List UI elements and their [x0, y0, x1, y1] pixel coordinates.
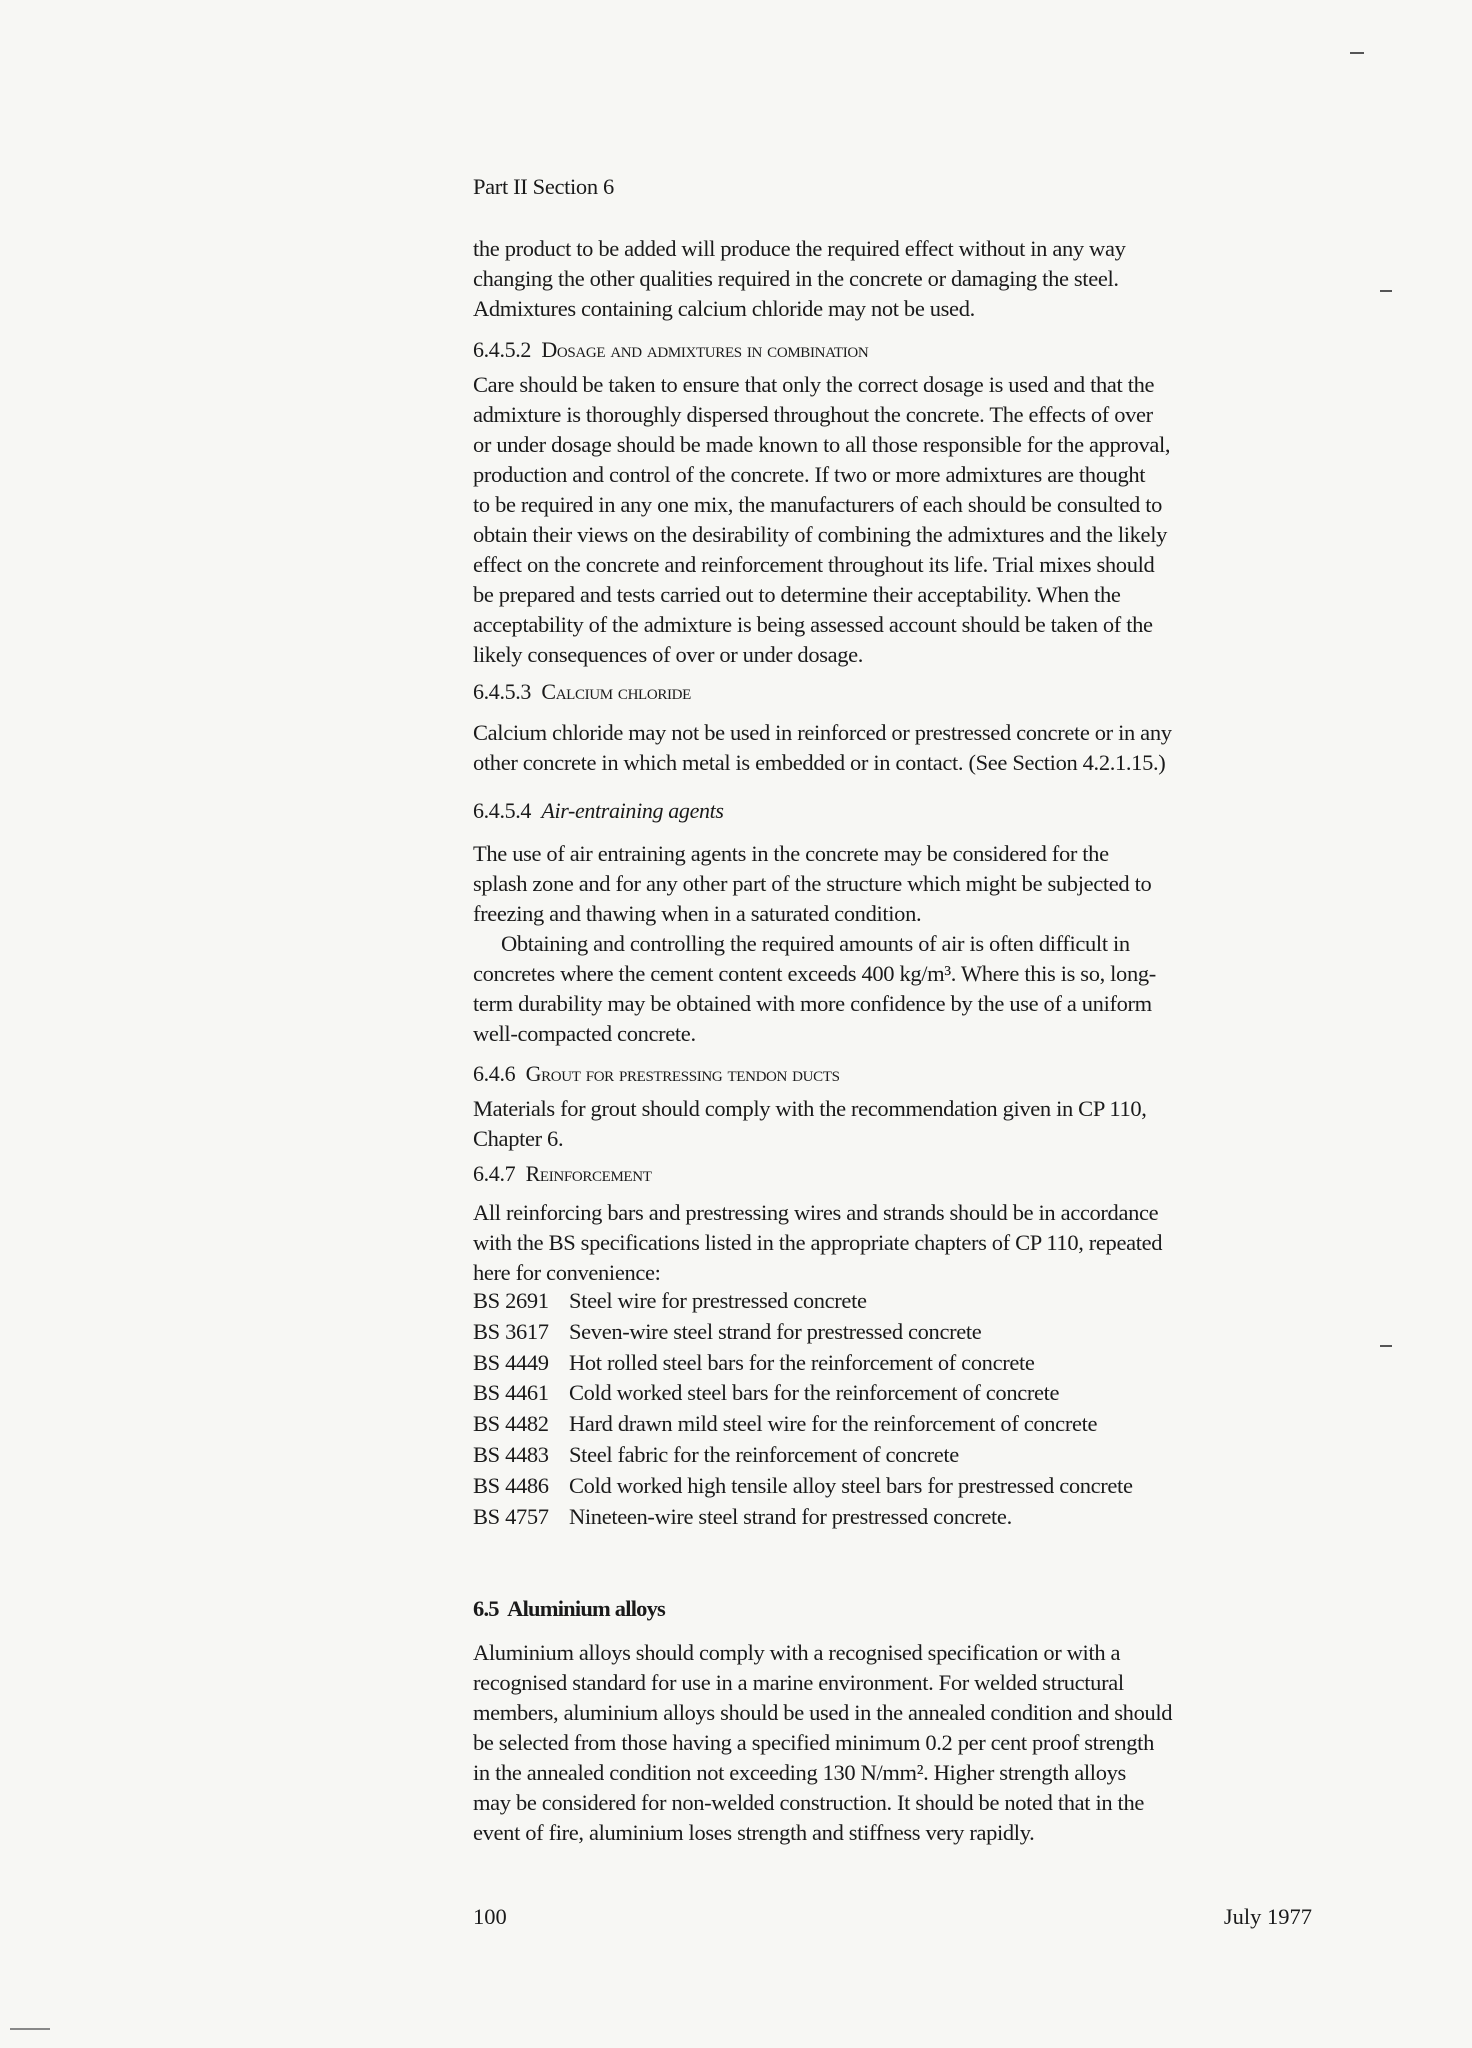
- paragraph-6-4-5-4b: [473, 929, 1333, 1049]
- bs-description: Nineteen-wire steel strand for prestressed concrete.: [569, 1503, 1012, 1529]
- text-line: Admixtures containing calcium chloride may not be used.: [473, 296, 975, 321]
- bs-code: BS 4486: [473, 1472, 549, 1498]
- text-line: The use of air entraining agents in the concrete may be considered for the: [473, 841, 1109, 866]
- text-line: All reinforcing bars and prestressing wires and strands should be in accordance: [473, 1200, 1159, 1225]
- text-line: Obtaining and controlling the required amounts of air is often difficult in: [501, 931, 1130, 956]
- text-line: Materials for grout should comply with the recommendation given in CP 110,: [473, 1096, 1147, 1121]
- bs-code: BS 4449: [473, 1349, 549, 1375]
- text-line: in the annealed condition not exceeding 130 N/mm². Higher strength alloys: [473, 1760, 1126, 1785]
- text-line: to be required in any one mix, the manufacturers of each should be consulted to: [473, 492, 1162, 517]
- bs-description: Seven-wire steel strand for prestressed concrete: [569, 1318, 982, 1344]
- paragraph-6-5: [473, 1638, 1333, 1848]
- text-line: Chapter 6.: [473, 1126, 564, 1151]
- text-line: likely consequences of over or under dosage.: [473, 642, 864, 667]
- bs-description: Cold worked steel bars for the reinforcement of concrete: [569, 1380, 1060, 1406]
- bs-description: Steel wire for prestressed concrete: [569, 1288, 867, 1313]
- bs-list-item: [473, 1286, 1333, 1317]
- text-line: splash zone and for any other part of the structure which might be subjected to: [473, 871, 1152, 896]
- bs-code: BS 4482: [473, 1411, 549, 1437]
- section-title: Reinforcement: [525, 1161, 652, 1186]
- text-line: other concrete in which metal is embedded or in contact. (See Section 4.2.1.15.): [473, 750, 1166, 775]
- text-line: Aluminium alloys should comply with a recognised specification or with a: [473, 1640, 1121, 1665]
- bs-code: BS 3617: [473, 1318, 549, 1344]
- heading-6-4-5-4: [473, 796, 1333, 826]
- text-line: be prepared and tests carried out to determine their acceptability. When the: [473, 582, 1121, 607]
- text-line: may be considered for non-welded construction. It should be noted that in the: [473, 1790, 1144, 1815]
- text-line: with the BS specifications listed in the appropriate chapters of CP 110, repeated: [473, 1230, 1163, 1255]
- text-line: effect on the concrete and reinforcement throughout its life. Trial mixes should: [473, 552, 1155, 577]
- section-title: Dosage and admixtures in combination: [541, 337, 869, 362]
- bs-code: BS 4757: [473, 1503, 549, 1529]
- paragraph-6-4-5-2: [473, 370, 1333, 670]
- paragraph-6-4-5-4a: [473, 839, 1333, 929]
- text-line: production and control of the concrete. If two or more admixtures are thought: [473, 462, 1146, 487]
- section-title: Calcium chloride: [541, 679, 691, 704]
- scan-mark: [1350, 52, 1364, 54]
- paragraph-intro: [473, 234, 1333, 324]
- text-line: freezing and thawing when in a saturated condition.: [473, 901, 922, 926]
- text-line: term durability may be obtained with more confidence by the use of a uniform: [473, 991, 1152, 1016]
- section-title: Grout for prestressing tendon ducts: [525, 1061, 840, 1086]
- bs-list-item: [473, 1378, 1333, 1409]
- text-line: changing the other qualities required in the concrete or damaging the steel.: [473, 266, 1119, 291]
- bs-code: BS 4483: [473, 1441, 549, 1467]
- bs-list-item: [473, 1409, 1333, 1440]
- scan-mark: [1380, 1345, 1392, 1347]
- page-number: 100: [473, 1904, 507, 1929]
- bs-list-item: [473, 1502, 1333, 1533]
- text-line: acceptability of the admixture is being assessed account should be taken of the: [473, 612, 1153, 637]
- text-line: obtain their views on the desirability of combining the admixtures and the likely: [473, 522, 1167, 547]
- paragraph-6-4-5-3: [473, 718, 1333, 778]
- bs-description: Steel fabric for the reinforcement of concrete: [569, 1441, 959, 1467]
- bs-list-item: [473, 1440, 1333, 1471]
- heading-6-4-6: [473, 1059, 1333, 1089]
- section-title: Air-entraining agents: [541, 798, 724, 823]
- bs-specification-list: [473, 1286, 1333, 1532]
- paragraph-6-4-6: [473, 1094, 1333, 1154]
- section-number: 6.5: [473, 1596, 499, 1621]
- text-line: be selected from those having a specified minimum 0.2 per cent proof strength: [473, 1730, 1154, 1755]
- text-line: admixture is thoroughly dispersed throughout the concrete. The effects of over: [473, 402, 1153, 427]
- publication-date: July 1977: [1223, 1904, 1312, 1929]
- text-line: or under dosage should be made known to all those responsible for the approval,: [473, 432, 1171, 457]
- heading-6-4-5-2: [473, 335, 1333, 365]
- text-line: event of fire, aluminium loses strength and stiffness very rapidly.: [473, 1820, 1035, 1845]
- section-number: 6.4.5.3: [473, 679, 532, 704]
- heading-6-4-5-3: [473, 677, 1333, 707]
- bs-description: Cold worked high tensile alloy steel bars for prestressed concrete: [569, 1472, 1133, 1498]
- text-line: the product to be added will produce the required effect without in any way: [473, 236, 1126, 261]
- bs-list-item: [473, 1471, 1333, 1502]
- heading-6-4-7: [473, 1159, 1333, 1189]
- text-line: well-compacted concrete.: [473, 1021, 696, 1046]
- section-number: 6.4.5.2: [473, 337, 532, 362]
- running-header: Part II Section 6: [473, 174, 614, 199]
- bs-list-item: [473, 1317, 1333, 1348]
- bs-code: BS 2691: [473, 1288, 549, 1313]
- heading-6-5: [473, 1594, 1333, 1624]
- paragraph-6-4-7: [473, 1198, 1333, 1288]
- text-line: members, aluminium alloys should be used in the annealed condition and should: [473, 1700, 1173, 1725]
- bs-description: Hot rolled steel bars for the reinforcement of concrete: [569, 1349, 1035, 1375]
- text-line: concretes where the cement content exceeds 400 kg/m³. Where this is so, long-: [473, 961, 1156, 986]
- text-line: Calcium chloride may not be used in reinforced or prestressed concrete or in any: [473, 720, 1172, 745]
- bs-code: BS 4461: [473, 1380, 549, 1406]
- text-line: recognised standard for use in a marine environment. For welded structural: [473, 1670, 1124, 1695]
- bs-list-item: [473, 1348, 1333, 1379]
- section-title: Aluminium alloys: [507, 1596, 666, 1621]
- text-line: Care should be taken to ensure that only the correct dosage is used and that the: [473, 372, 1155, 397]
- text-line: here for convenience:: [473, 1260, 661, 1285]
- section-number: 6.4.6: [473, 1061, 516, 1086]
- bs-description: Hard drawn mild steel wire for the reinforcement of concrete: [569, 1411, 1098, 1437]
- scan-mark: [1380, 290, 1392, 292]
- section-number: 6.4.5.4: [473, 798, 532, 823]
- section-number: 6.4.7: [473, 1161, 516, 1186]
- scan-mark: [10, 2028, 50, 2030]
